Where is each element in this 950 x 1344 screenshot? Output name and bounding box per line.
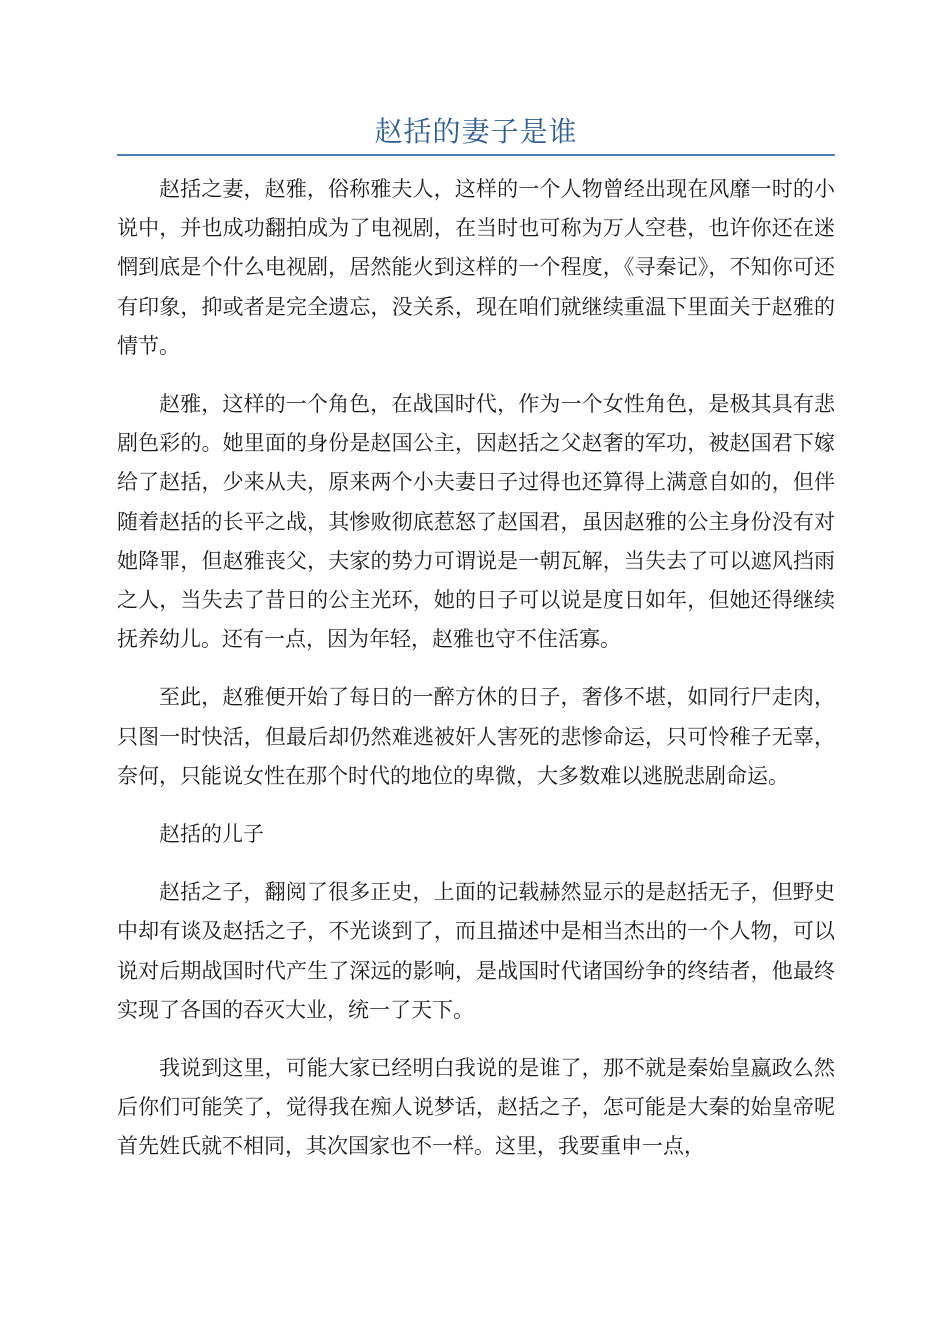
paragraph-5: 我说到这里，可能大家已经明白我说的是谁了，那不就是秦始皇嬴政么然后你们可能笑了，觉得我在痴人说梦话，赵括之子，怎可能是大秦的始皇帝呢首先姓氏就不相同，其次国家也不一样。这里，我要重申一点， (117, 1056, 835, 1159)
title-underline (117, 154, 835, 156)
paragraph-2: 赵雅，这样的一个角色，在战国时代，作为一个女性角色，是极其具有悲剧色彩的。她里面的身份是赵国公主，因赵括之父赵奢的军功，被赵国君下嫁给了赵括，少来从夫，原来两个小夫妻日子过得也还算得上满意自如的，但伴随着赵括的长平之战，其惨败彻底惹怒了赵国君，虽因赵雅的公主身份没有对她降罪，但赵雅丧父，夫家的势力可谓说是一朝瓦解，当失去了可以遮风挡雨之人，当失去了昔日的公主光环，她的日子可以说是度日如年，但她还得继续抚养幼儿。还有一点，因为年轻，赵雅也守不住活寡。 (117, 392, 835, 652)
paragraph-4: 赵括之子，翻阅了很多正史，上面的记载赫然显示的是赵括无子，但野史中却有谈及赵括之子，不光谈到了，而且描述中是相当杰出的一个人物，可以说对后期战国时代产生了深远的影响，是战国时代诸国纷争的终结者，他最终实现了各国的吞灭大业，统一了天下。 (117, 880, 835, 1022)
document-title: 赵括的妻子是谁 (374, 115, 578, 148)
document-body (117, 170, 835, 1186)
paragraph-1: 赵括之妻，赵雅，俗称雅夫人，这样的一个人物曾经出现在风靡一时的小说中，并也成功翻拍成为了电视剧，在当时也可称为万人空巷，也许你还在迷惘到底是个什么电视剧，居然能火到这样的一个程度，《寻秦记》，不知你可还有印象，抑或者是完全遗忘，没关系，现在咱们就继续重温下里面关于赵雅的情节。 (117, 177, 835, 358)
paragraph-3: 至此，赵雅便开始了每日的一醉方休的日子，奢侈不堪，如同行尸走肉，只图一时快活，但最后却仍然难逃被奸人害死的悲惨命运，只可怜稚子无辜，奈何，只能说女性在那个时代的地位的卑微，大多数难以逃脱悲剧命运。 (117, 685, 835, 788)
section-heading: 赵括的儿子 (159, 822, 264, 847)
